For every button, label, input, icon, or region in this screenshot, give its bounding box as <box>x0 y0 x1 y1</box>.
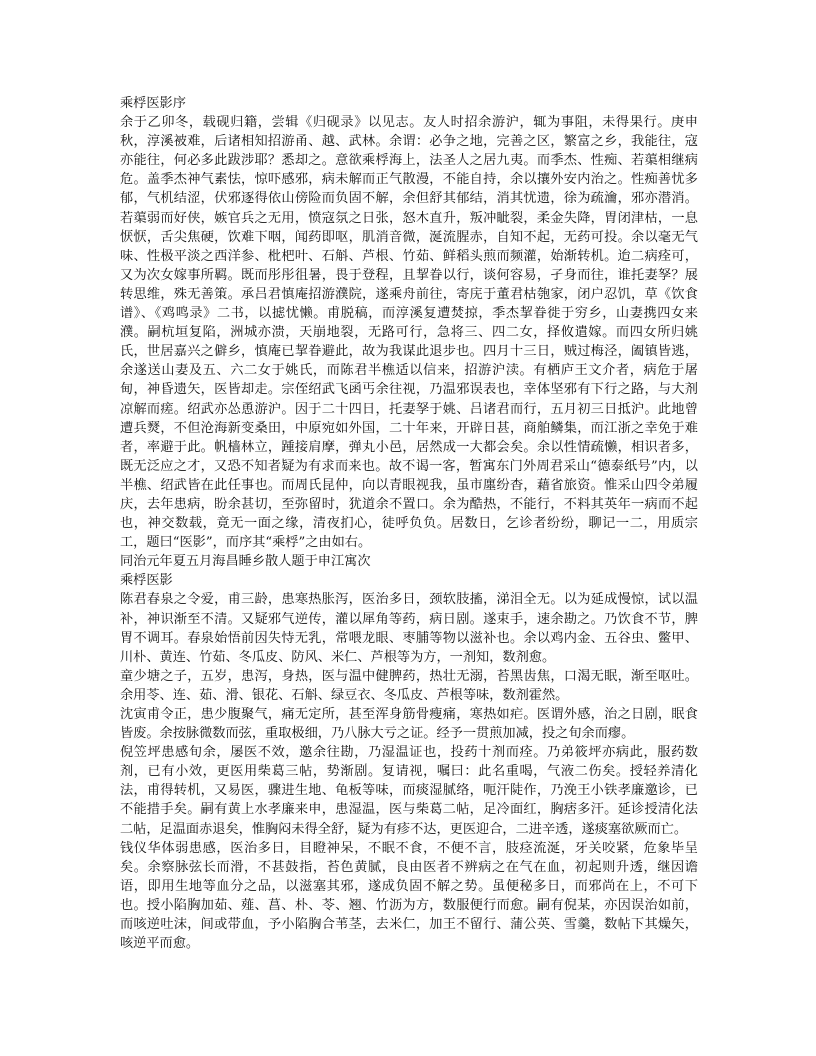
case-paragraph: 童少塘之子，五岁，患泻，身热，医与温中健脾药，热壮无溺，苔黑齿焦，口渴无眠，渐至呕吐。余用苓、连、茹、滑、银花、石斛、绿豆衣、冬瓜皮、芦根等味，数剂霍然。 <box>120 668 698 703</box>
preface-body: 余于乙卯冬，载砚归籍，尝辑《归砚录》以见志。友人时招余游沪，辄为事阻，未得果行。庚申秋，淳溪被难，后诸相知招游甬、越、武林。余谓：必争之地，完善之区，繁富之乡，我能往，寇亦能往，何必多此跋涉耶？悉却之。意欲乘桴海上，法圣人之居九夷。而季杰、性痴、若蕖相继病危。盖季杰神气素怯，惊吓感邪，病未解而正气散漫，不能自持，余以攘外安内治之。性痴善忧多郁，气机结涩，伏邪逐得依山傍险而负固不解，余但舒其郁结，消其忧遗，徐为疏瀹，邪亦潜消。若蕖弱而好侠，嫉官兵之无用，愤寇氛之日张，怒木直升，叛冲眦裂，柔金失降，胃闭津枯，一息恹恹，舌尖焦硬，饮难下咽，闻药即呕，肌消音微，涎流腥赤，自知不起，无药可投。余以毫无气味、性极平淡之西洋参、枇杷叶、石斛、芦根、竹茹、鲜稻头煎而频灌，始渐转机。迨二病痊可，又为次女嫁事所羁。既而彤彤徂暑，畏于登程，且挈眷以行，谈何容易，孑身而往，谁托妻孥？展转思维，殊无善策。承吕君慎庵招游濮院，遂乘舟前往，寄庑于董君枯匏家，闭户忍饥，草《饮食谱》、《鸡鸣录》二书，以摅忧懒。甫脱稿，而淳溪复遭焚掠，季杰挈眷徙于穷乡，山妻携四女来濮。嗣杭垣复陷，洲城亦溃，天崩地裂，无路可行，急将三、四二女，择攸遣嫁。而四女所归姚氏，世居嘉兴之僻乡，慎庵已挈眷避此，故为我谋此退步也。四月十三日，贼过梅泾，阖镇皆逃，余遂送山妻及五、六二女于姚氏，而陈君半樵适以信来，招游沪渎。有栖庐王文介者，病危于屠甸，神昏遗矢，医皆却走。宗侄绍武飞函丐余往视，乃温邪误表也，幸体坚邪有下行之路，与大剂凉解而瘥。绍武亦怂恿游沪。因于二十四日，托妻孥于姚、吕诸君而行，五月初三日抵沪。此地曾遭兵燹，不但沧海新变桑田，中原宛如外国，二十年来，开辟日甚，商舶鳞集，而江浙之幸免于难者，率避于此。帆樯林立，踵接肩摩，弹丸小邑，居然成一大都会矣。余以性情疏懒，相识者多，既无泛应之才，又恐不知者疑为有求而来也。故不谒一客，暂寓东门外周君采山“德泰纸号”内，以半樵、绍武皆在此任事也。而周氏昆仲，向以青眼视我，虽市廛纷杳，藉省旅资。惟采山四令弟履庆，去年患病，盼余甚切，至弥留时，犹道余不置口。余为酷热，不能行，不料其英年一病而不起也，神交数载，竟无一面之缘，清夜扪心，徒呼负负。居数日，乞诊者纷纷，聊记一二，用质宗工，题曰“医影”，而序其“乘桴”之由如右。 <box>120 115 698 551</box>
preface-title: 乘桴医影序 <box>120 96 186 111</box>
case-paragraph: 倪笠坪患感旬余，屡医不效，邀余往勘，乃湿温证也，投药十剂而痊。乃弟筱坪亦病此，服药数剂，已有小效，更医用柴葛三帖，势渐剧。复请视，嘱曰：此名重喝，气液二伤矣。授轻养清化法，甫得转机，又易医，骤进生地、龟板等味，而痰湿腻络，呃汗陡作，乃浼王小铁孝廉邀诊，已不能措手矣。嗣有黄上水孝廉来申，患湿温，医与柴葛二帖，足冷面红，胸痞多汗。延诊授清化法二帖，足温面赤退矣，惟胸闷未得全舒，疑为有疹不达，更医迎合，二进辛透，遂痰塞欲厥而亡。 <box>120 745 698 837</box>
document-page <box>120 94 698 953</box>
section-title: 乘桴医影 <box>120 573 173 589</box>
preface-signature: 同治元年夏五月海昌睡乡散人题于申江寓次 <box>120 554 371 570</box>
case-paragraph: 钱仪华体弱患感，医治多日，目瞪神呆，不眠不食，不便不言，肢痉流涎，牙关咬紧，危象毕呈矣。余察脉弦长而滑，不甚鼓指，苔色黄腻，良由医者不辨病之在气在血，初起则升透，继因谵语，即用生地等血分之品，以滋塞其邪，遂成负固不解之势。虽便秘多日，而邪尚在上，不可下也。授小陷胸加茹、薤、菖、朴、苓、翘、竹沥为方，数服便行而愈。嗣有倪某，亦因误治如前，而咳逆吐沫，间或带血，予小陷胸合苇茎，去米仁，加王不留行、蒲公英、雪羹，数帖下其燥矢，咳逆平而愈。 <box>120 840 698 952</box>
case-paragraph: 沈寅甫令正，患少腹聚气，痛无定所，甚至浑身筋骨瘦痛，寒热如疟。医谓外感，治之日剧，眠食皆废。余按脉微数而弦，重取极细，乃八脉大亏之证。经予一贯煎加减，投之旬余而瘳。 <box>120 707 698 742</box>
case-paragraph: 陈君春泉之令爱，甫三龄，患寒热胀泻，医治多日，颈软肢搐，涕泪全无。以为延成慢惊，试以温补，神识渐至不清。又疑邪气逆传，灌以犀角等药，病日剧。遂束手，速余勘之。乃饮食不节，脾胃不调耳。春泉始悟前因失恃无乳，常喂龙眼、枣脯等物以滋补也。余以鸡内金、五谷虫、鳖甲、川朴、黄连、竹茹、冬瓜皮、防风、米仁、芦根等为方，一剂知，数剂愈。 <box>120 592 698 665</box>
